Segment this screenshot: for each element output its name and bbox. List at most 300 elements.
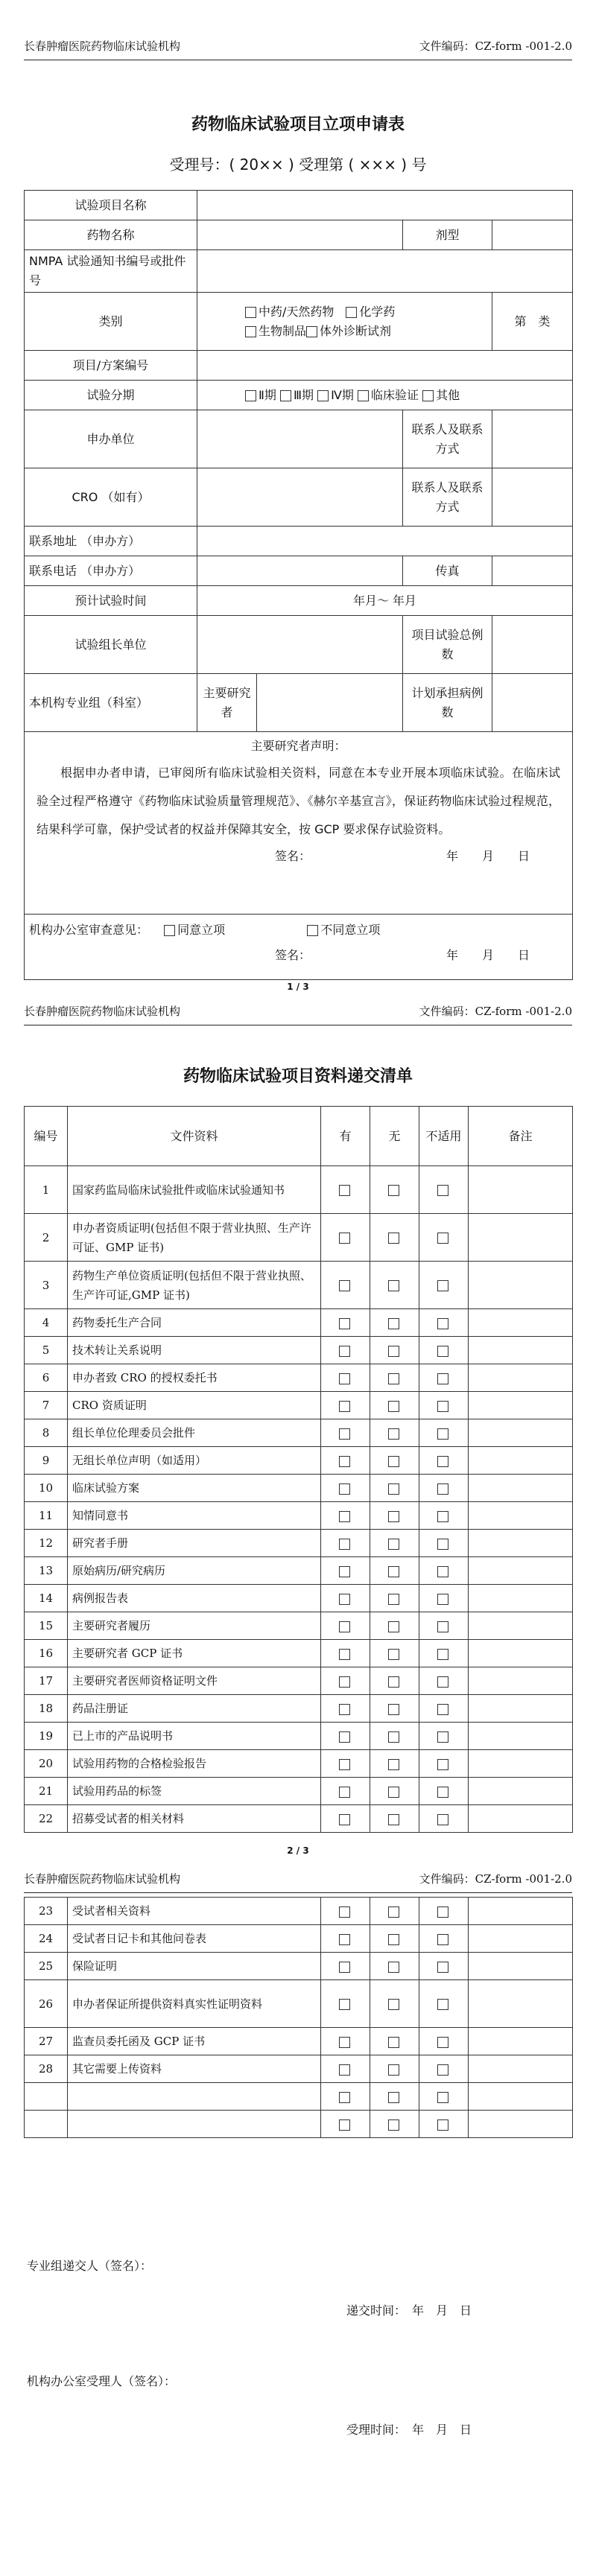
- cell-no: [370, 2055, 419, 2083]
- cell-no: [370, 1309, 419, 1337]
- cell-na: [419, 1475, 469, 1502]
- field-period[interactable]: 年月～ 年月: [197, 586, 573, 616]
- item-number: 18: [25, 1695, 68, 1723]
- table-row: [25, 1502, 573, 1530]
- checkbox-phase-4[interactable]: [317, 390, 329, 401]
- item-number: 25: [25, 1953, 68, 1980]
- checkbox-agree[interactable]: [164, 925, 175, 936]
- cell-yes: [321, 1502, 370, 1530]
- sign-date: 年 月 日: [446, 849, 530, 863]
- checkbox-yes[interactable]: [339, 1539, 350, 1550]
- option-biologic: 生物制品: [259, 323, 307, 338]
- item-remarks[interactable]: [469, 1530, 573, 1557]
- label-cro: CRO （如有）: [25, 468, 197, 527]
- option-ivd: 体外诊断试剂: [320, 323, 392, 338]
- item-document: 研究者手册: [68, 1530, 321, 1557]
- item-number: 2: [25, 1214, 68, 1262]
- checkbox-yes[interactable]: [339, 1233, 350, 1244]
- checkbox-na[interactable]: [437, 1814, 448, 1825]
- item-document: 无组长单位声明（如适用）: [68, 1447, 321, 1475]
- checkbox-na[interactable]: [437, 1428, 448, 1440]
- checkbox-no[interactable]: [388, 2064, 399, 2076]
- checkbox-no[interactable]: [388, 2119, 399, 2131]
- item-remarks[interactable]: [469, 1392, 573, 1419]
- table-row: [25, 1778, 573, 1805]
- item-document: 申办者致 CRO 的授权委托书: [68, 1364, 321, 1392]
- table-row: [25, 1640, 573, 1667]
- field-contact[interactable]: [492, 410, 573, 468]
- checkbox-no[interactable]: [388, 1346, 399, 1357]
- checkbox-no[interactable]: [388, 1621, 399, 1632]
- cell-no: [370, 1475, 419, 1502]
- checkbox-yes[interactable]: [339, 1428, 350, 1440]
- cell-na: [419, 2028, 469, 2055]
- field-pi[interactable]: [257, 674, 403, 732]
- item-number: 23: [25, 1898, 68, 1925]
- checkbox-na[interactable]: [437, 1759, 448, 1770]
- table-row: [25, 1364, 573, 1392]
- field-nmpa[interactable]: [197, 250, 573, 293]
- item-remarks[interactable]: [469, 1502, 573, 1530]
- field-total-cases[interactable]: [492, 616, 573, 674]
- table-row: [25, 1750, 573, 1778]
- cell-na: [419, 1953, 469, 1980]
- checkbox-yes[interactable]: [339, 1676, 350, 1688]
- sign2-label: 签名：: [275, 948, 311, 962]
- checkbox-no[interactable]: [388, 1511, 399, 1522]
- cell-no: [370, 1953, 419, 1980]
- checkbox-na[interactable]: [437, 1649, 448, 1660]
- cell-yes: [321, 1585, 370, 1612]
- cell-no: [370, 1337, 419, 1364]
- cell-na: [419, 1419, 469, 1447]
- table-row: [25, 1925, 573, 1953]
- cell-na: [419, 1585, 469, 1612]
- table-row: [25, 1695, 573, 1723]
- checkbox-no[interactable]: [388, 1539, 399, 1550]
- item-remarks[interactable]: [469, 1980, 573, 2028]
- cell-yes: [321, 1530, 370, 1557]
- cell-yes: [321, 1262, 370, 1309]
- cell-yes: [321, 1612, 370, 1640]
- checkbox-yes[interactable]: [339, 1787, 350, 1798]
- cell-na: [419, 1750, 469, 1778]
- checkbox-na[interactable]: [437, 1704, 448, 1715]
- checkbox-yes[interactable]: [339, 1999, 350, 2010]
- col-yes: 有: [321, 1107, 370, 1166]
- checkbox-na[interactable]: [437, 1594, 448, 1605]
- checkbox-no[interactable]: [388, 1731, 399, 1743]
- item-number: 13: [25, 1557, 68, 1585]
- item-number: 7: [25, 1392, 68, 1419]
- label-planned-cases: 计划承担病例数: [403, 674, 492, 732]
- checkbox-yes[interactable]: [339, 1759, 350, 1770]
- page-number-1: 1 / 3: [287, 982, 309, 992]
- cell-no: [370, 1262, 419, 1309]
- label-period: 预计试验时间: [25, 586, 197, 616]
- checkbox-biologic[interactable]: [245, 326, 256, 337]
- field-dosage-form[interactable]: [492, 220, 573, 250]
- checkbox-no[interactable]: [388, 1676, 399, 1688]
- table-row: [25, 1392, 573, 1419]
- checkbox-na[interactable]: [437, 2064, 448, 2076]
- checkbox-na[interactable]: [437, 1999, 448, 2010]
- item-document: 药物委托生产合同: [68, 1309, 321, 1337]
- item-document: 已上市的产品说明书: [68, 1723, 321, 1750]
- form1-subtitle: 受理号：( 20×× ) 受理第 ( ××× ) 号: [169, 156, 427, 174]
- checkbox-na[interactable]: [437, 1787, 448, 1798]
- cell-no: [370, 1557, 419, 1585]
- field-fax[interactable]: [492, 556, 573, 586]
- cell-yes: [321, 1166, 370, 1214]
- col-document: 文件资料: [68, 1107, 321, 1166]
- cell-na: [419, 1898, 469, 1925]
- checkbox-no[interactable]: [388, 1594, 399, 1605]
- item-number: 6: [25, 1364, 68, 1392]
- item-document: 知情同意书: [68, 1502, 321, 1530]
- pi-statement: [25, 732, 573, 915]
- item-remarks[interactable]: [469, 1364, 573, 1392]
- checkbox-no[interactable]: [388, 1814, 399, 1825]
- cell-na: [419, 1980, 469, 2028]
- category-options: [197, 293, 492, 351]
- field-project-name[interactable]: [197, 191, 573, 220]
- item-document: 试验用药物的合格检验报告: [68, 1750, 321, 1778]
- checklist-body-1: [25, 1166, 573, 1833]
- option-disagree: 不同意立项: [320, 923, 381, 937]
- page-header: [24, 998, 572, 1025]
- item-number: [25, 2083, 68, 2111]
- checkbox-na[interactable]: [437, 1280, 448, 1291]
- cell-na: [419, 1214, 469, 1262]
- checkbox-na[interactable]: [437, 1456, 448, 1467]
- table-row: [25, 1585, 573, 1612]
- checkbox-yes[interactable]: [339, 1511, 350, 1522]
- checkbox-yes[interactable]: [339, 2037, 350, 2048]
- checkbox-yes[interactable]: [339, 1346, 350, 1357]
- checkbox-na[interactable]: [437, 1483, 448, 1495]
- item-number: 26: [25, 1980, 68, 2028]
- item-remarks[interactable]: [469, 1667, 573, 1695]
- item-number: 19: [25, 1723, 68, 1750]
- checkbox-no[interactable]: [388, 1233, 399, 1244]
- field-protocol-no[interactable]: [197, 351, 573, 381]
- checkbox-yes[interactable]: [339, 1906, 350, 1918]
- table-row: [25, 2055, 573, 2083]
- cell-na: [419, 1612, 469, 1640]
- item-remarks[interactable]: [469, 1214, 573, 1262]
- checkbox-phase-2[interactable]: [245, 390, 256, 401]
- cell-yes: [321, 1309, 370, 1337]
- checkbox-yes[interactable]: [339, 1731, 350, 1743]
- item-remarks[interactable]: [469, 1166, 573, 1214]
- checklist-table-part2: [24, 1897, 573, 2138]
- item-document: 试验用药品的标签: [68, 1778, 321, 1805]
- checkbox-yes[interactable]: [339, 1456, 350, 1467]
- header-file-no: 文件编码：CZ-form -001-2.0: [419, 39, 572, 53]
- col-no-have: 无: [370, 1107, 419, 1166]
- item-remarks[interactable]: [469, 1898, 573, 1925]
- checkbox-yes[interactable]: [339, 1185, 350, 1196]
- cell-yes: [321, 1723, 370, 1750]
- cell-na: [419, 1805, 469, 1833]
- cell-na: [419, 2083, 469, 2111]
- cell-yes: [321, 1392, 370, 1419]
- cell-no: [370, 1640, 419, 1667]
- label-sponsor: 申办单位: [25, 410, 197, 468]
- statement-title: 主要研究者声明：: [250, 739, 346, 753]
- item-remarks[interactable]: [469, 1447, 573, 1475]
- item-remarks[interactable]: [469, 1805, 573, 1833]
- checkbox-yes[interactable]: [339, 1962, 350, 1973]
- header-institution: 长春肿瘤医院药物临床试验机构: [24, 1005, 181, 1018]
- item-document: 其它需要上传资料: [68, 2055, 321, 2083]
- table-row: [25, 1723, 573, 1750]
- cell-no: [370, 1530, 419, 1557]
- item-remarks[interactable]: [469, 1778, 573, 1805]
- field-contact-2[interactable]: [492, 468, 573, 527]
- item-remarks[interactable]: [469, 2111, 573, 2138]
- option-other: 其他: [436, 387, 460, 402]
- checkbox-ivd[interactable]: [306, 326, 317, 337]
- item-remarks[interactable]: [469, 1640, 573, 1667]
- checkbox-yes[interactable]: [339, 2119, 350, 2131]
- item-document: 原始病历/研究病历: [68, 1557, 321, 1585]
- item-remarks[interactable]: [469, 1612, 573, 1640]
- cell-no: [370, 1750, 419, 1778]
- checkbox-na[interactable]: [437, 1962, 448, 1973]
- checkbox-na[interactable]: [437, 2119, 448, 2131]
- receiver-label: 机构办公室受理人（签名）：: [27, 2374, 177, 2388]
- checkbox-na[interactable]: [437, 1539, 448, 1550]
- application-form-table: [24, 190, 573, 980]
- col-no: 编号: [25, 1107, 68, 1166]
- checkbox-na[interactable]: [437, 1906, 448, 1918]
- cell-yes: [321, 1778, 370, 1805]
- checkbox-yes[interactable]: [339, 1594, 350, 1605]
- checkbox-no[interactable]: [388, 1962, 399, 1973]
- sign2-date: 年 月 日: [446, 948, 530, 962]
- item-remarks[interactable]: [469, 1337, 573, 1364]
- checkbox-na[interactable]: [437, 1676, 448, 1688]
- item-number: 15: [25, 1612, 68, 1640]
- item-remarks[interactable]: [469, 1953, 573, 1980]
- checkbox-clinical-validation[interactable]: [358, 390, 369, 401]
- item-number: 1: [25, 1166, 68, 1214]
- item-remarks[interactable]: [469, 1695, 573, 1723]
- cell-yes: [321, 1419, 370, 1447]
- option-phase-2: Ⅱ期: [259, 387, 276, 402]
- item-number: 12: [25, 1530, 68, 1557]
- field-cro[interactable]: [197, 468, 403, 527]
- cell-na: [419, 1502, 469, 1530]
- field-address[interactable]: [197, 527, 573, 556]
- checkbox-no[interactable]: [388, 1401, 399, 1412]
- label-nmpa: NMPA 试验通知书编号或批件号: [25, 250, 197, 293]
- table-row: [25, 1262, 573, 1309]
- checkbox-no[interactable]: [388, 1934, 399, 1945]
- checkbox-no[interactable]: [388, 1483, 399, 1495]
- field-phone[interactable]: [197, 556, 403, 586]
- checkbox-na[interactable]: [437, 1511, 448, 1522]
- checkbox-yes[interactable]: [339, 1649, 350, 1660]
- page-header: [24, 1866, 572, 1893]
- checkbox-yes[interactable]: [339, 1814, 350, 1825]
- checkbox-na[interactable]: [437, 1346, 448, 1357]
- checkbox-phase-3[interactable]: [280, 390, 291, 401]
- cell-yes: [321, 1640, 370, 1667]
- item-document: 主要研究者 GCP 证书: [68, 1640, 321, 1667]
- cell-yes: [321, 2028, 370, 2055]
- checkbox-na[interactable]: [437, 1373, 448, 1384]
- item-document: 国家药监局临床试验批件或临床试验通知书: [68, 1166, 321, 1214]
- checkbox-no[interactable]: [388, 1280, 399, 1291]
- label-contact-2: 联系人及联系方式: [403, 468, 492, 527]
- checkbox-no[interactable]: [388, 1185, 399, 1196]
- checkbox-yes[interactable]: [339, 1934, 350, 1945]
- checkbox-yes[interactable]: [339, 1318, 350, 1329]
- checkbox-na[interactable]: [437, 2037, 448, 2048]
- item-remarks[interactable]: [469, 1475, 573, 1502]
- cell-na: [419, 1364, 469, 1392]
- item-remarks[interactable]: [469, 1585, 573, 1612]
- field-planned-cases[interactable]: [492, 674, 573, 732]
- checkbox-yes[interactable]: [339, 1704, 350, 1715]
- checkbox-na[interactable]: [437, 1233, 448, 1244]
- checkbox-no[interactable]: [388, 2037, 399, 2048]
- item-remarks[interactable]: [469, 2028, 573, 2055]
- item-document: 组长单位伦理委员会批件: [68, 1419, 321, 1447]
- cell-na: [419, 1262, 469, 1309]
- checkbox-tcm[interactable]: [245, 307, 256, 318]
- label-dept: 本机构专业组（科室）: [25, 674, 197, 732]
- header-institution: 长春肿瘤医院药物临床试验机构: [24, 39, 181, 53]
- checkbox-no[interactable]: [388, 1704, 399, 1715]
- checkbox-no[interactable]: [388, 1787, 399, 1798]
- checkbox-no[interactable]: [388, 1649, 399, 1660]
- cell-na: [419, 1530, 469, 1557]
- label-fax: 传真: [403, 556, 492, 586]
- checkbox-chemical[interactable]: [346, 307, 357, 318]
- checkbox-yes[interactable]: [339, 2064, 350, 2076]
- checkbox-na[interactable]: [437, 1318, 448, 1329]
- cell-no: [370, 1778, 419, 1805]
- cell-na: [419, 2055, 469, 2083]
- item-remarks[interactable]: [469, 1419, 573, 1447]
- item-remarks[interactable]: [469, 1309, 573, 1337]
- checkbox-na[interactable]: [437, 1621, 448, 1632]
- checklist-body-2: [25, 1898, 573, 2138]
- checkbox-na[interactable]: [437, 1185, 448, 1196]
- checkbox-yes[interactable]: [339, 1483, 350, 1495]
- item-document: 受试者日记卡和其他问卷表: [68, 1925, 321, 1953]
- table-row: [25, 1530, 573, 1557]
- checkbox-na[interactable]: [437, 1731, 448, 1743]
- checklist-table-part1: [24, 1106, 573, 1833]
- checkbox-no[interactable]: [388, 1759, 399, 1770]
- checkbox-yes[interactable]: [339, 1280, 350, 1291]
- checkbox-yes[interactable]: [339, 1401, 350, 1412]
- checkbox-no[interactable]: [388, 2092, 399, 2103]
- cell-na: [419, 1447, 469, 1475]
- cell-yes: [321, 1447, 370, 1475]
- item-number: 14: [25, 1585, 68, 1612]
- field-category-class: 第 类: [492, 293, 573, 351]
- checkbox-yes[interactable]: [339, 1566, 350, 1577]
- item-number: 27: [25, 2028, 68, 2055]
- option-phase-3: Ⅲ期: [293, 387, 314, 402]
- item-number: 17: [25, 1667, 68, 1695]
- checkbox-no[interactable]: [388, 1456, 399, 1467]
- item-remarks[interactable]: [469, 2083, 573, 2111]
- field-leader[interactable]: [197, 616, 403, 674]
- item-remarks[interactable]: [469, 1750, 573, 1778]
- table-row: [25, 1447, 573, 1475]
- cell-no: [370, 1419, 419, 1447]
- checkbox-disagree[interactable]: [307, 925, 318, 936]
- item-remarks[interactable]: [469, 1557, 573, 1585]
- checkbox-yes[interactable]: [339, 2092, 350, 2103]
- cell-yes: [321, 1980, 370, 2028]
- field-sponsor[interactable]: [197, 410, 403, 468]
- checkbox-na[interactable]: [437, 1934, 448, 1945]
- table-row: [25, 1557, 573, 1585]
- table-row: [25, 2028, 573, 2055]
- checkbox-no[interactable]: [388, 1373, 399, 1384]
- cell-yes: [321, 1925, 370, 1953]
- page-number-2: 2 / 3: [287, 1845, 309, 1856]
- label-contact: 联系人及联系方式: [403, 410, 492, 468]
- checkbox-no[interactable]: [388, 1906, 399, 1918]
- label-address: 联系地址 （申办方）: [25, 527, 197, 556]
- cell-na: [419, 2111, 469, 2138]
- item-document: 临床试验方案: [68, 1475, 321, 1502]
- cell-no: [370, 1214, 419, 1262]
- item-document: 监查员委托函及 GCP 证书: [68, 2028, 321, 2055]
- checkbox-na[interactable]: [437, 1401, 448, 1412]
- option-tcm: 中药/天然药物: [259, 304, 335, 319]
- item-remarks[interactable]: [469, 1262, 573, 1309]
- item-number: 16: [25, 1640, 68, 1667]
- table-row: [25, 2111, 573, 2138]
- checkbox-yes[interactable]: [339, 1621, 350, 1632]
- item-remarks[interactable]: [469, 1723, 573, 1750]
- item-remarks[interactable]: [469, 2055, 573, 2083]
- checkbox-no[interactable]: [388, 1999, 399, 2010]
- item-document: 病例报告表: [68, 1585, 321, 1612]
- item-number: [25, 2111, 68, 2138]
- item-number: 3: [25, 1262, 68, 1309]
- checkbox-other[interactable]: [422, 390, 434, 401]
- item-remarks[interactable]: [469, 1925, 573, 1953]
- table-row: [25, 1166, 573, 1214]
- checkbox-yes[interactable]: [339, 1373, 350, 1384]
- header-institution: 长春肿瘤医院药物临床试验机构: [24, 1872, 181, 1886]
- field-drug-name[interactable]: [197, 220, 403, 250]
- checkbox-no[interactable]: [388, 1318, 399, 1329]
- table-row: [25, 1337, 573, 1364]
- checkbox-na[interactable]: [437, 2092, 448, 2103]
- checkbox-no[interactable]: [388, 1566, 399, 1577]
- office-opinion-label: 机构办公室审查意见：: [29, 923, 149, 937]
- checkbox-no[interactable]: [388, 1428, 399, 1440]
- item-number: 9: [25, 1447, 68, 1475]
- checkbox-na[interactable]: [437, 1566, 448, 1577]
- label-phone: 联系电话 （申办方）: [25, 556, 197, 586]
- cell-no: [370, 1364, 419, 1392]
- table-row: [25, 1898, 573, 1925]
- cell-no: [370, 1805, 419, 1833]
